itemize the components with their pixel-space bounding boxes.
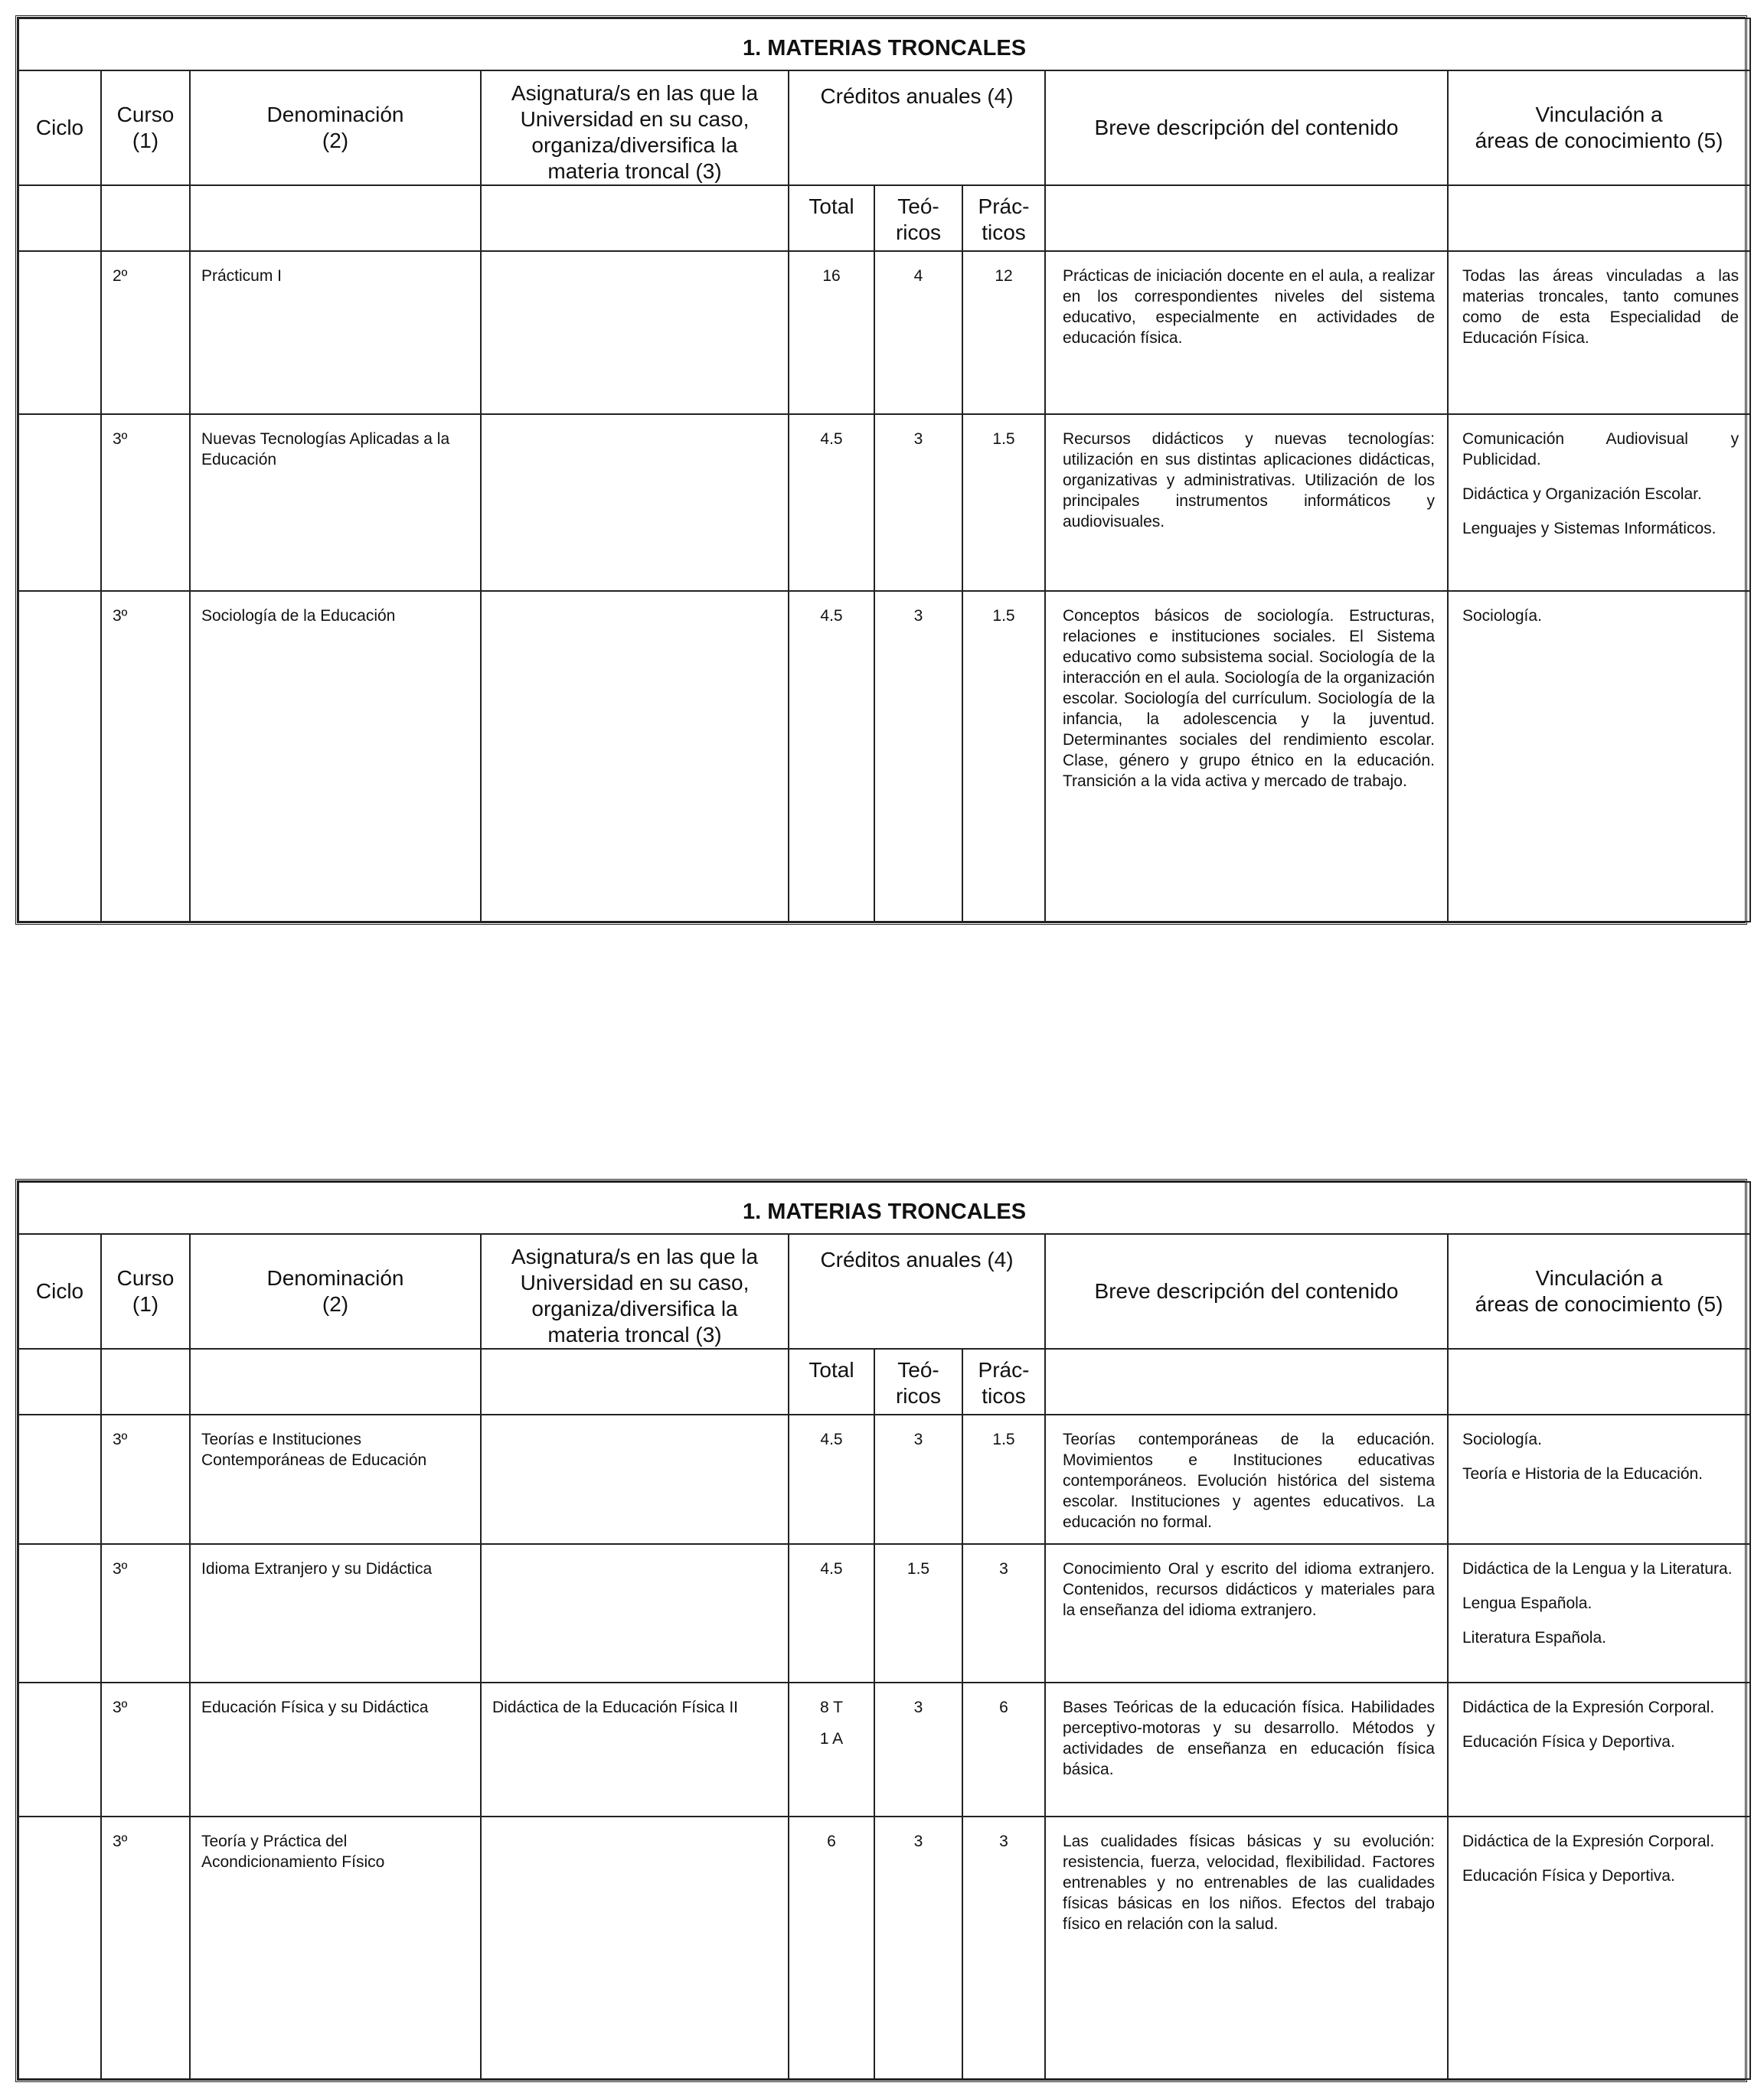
cell-curso: 3º — [101, 1683, 190, 1817]
cell-curso: 3º — [101, 414, 190, 591]
area-item: Didáctica de la Expresión Corporal. — [1462, 1832, 1715, 1850]
area-item: Sociología. — [1462, 1431, 1542, 1448]
cell-total — [789, 1415, 874, 1544]
subheader-empty — [18, 1349, 101, 1415]
subheader-total: Total — [789, 1349, 874, 1415]
cell-descripcion: Conceptos básicos de sociología. Estructuras, relaciones e instituciones sociales. El Sistema educativo como subsistema social. Sociología de la interacción en el aula. Sociología de la organización escolar. Sociología del currículum. Sociología de la infancia, la adolescencia y la juventud. Determinantes sociales del rendimiento escolar. Clase, género y grupo étnico en la educación. Transición a la vida activa y mercado de trabajo. — [1045, 591, 1448, 922]
header-curso: Curso (1) — [101, 1234, 190, 1349]
cell-ciclo — [18, 1544, 101, 1683]
cell-areas — [1448, 1683, 1750, 1817]
area-item: Educación Física y Deportiva. — [1462, 1733, 1675, 1751]
cell-denominacion: Prácticum I — [190, 251, 481, 414]
credit-total-value: 1 A — [819, 1730, 844, 1748]
credit-total-value: 4.5 — [820, 1560, 843, 1578]
area-item: Didáctica de la Lengua y la Literatura. — [1462, 1560, 1733, 1578]
subheader-empty — [1045, 1349, 1448, 1415]
cell-asignatura — [481, 1415, 789, 1544]
cell-ciclo — [18, 1683, 101, 1817]
cell-denominacion: Idioma Extranjero y su Didáctica — [190, 1544, 481, 1683]
cell-asignatura — [481, 251, 789, 414]
table-row — [18, 1817, 1750, 2079]
area-item: Lenguajes y Sistemas Informáticos. — [1462, 519, 1717, 537]
cell-ciclo — [18, 591, 101, 922]
cell-practicos: 6 — [962, 1683, 1045, 1817]
cell-asignatura — [481, 1544, 789, 1683]
cell-total — [789, 1683, 874, 1817]
subheader-empty — [481, 1349, 789, 1415]
cell-areas — [1448, 1415, 1750, 1544]
credit-total-value: 4.5 — [820, 607, 843, 625]
table-row — [18, 251, 1750, 414]
subheader-empty — [101, 185, 190, 251]
header-denominacion: Denominación (2) — [190, 1234, 481, 1349]
credit-total-value: 4.5 — [820, 429, 843, 448]
area-item: Teoría e Historia de la Educación. — [1462, 1465, 1704, 1483]
subheader-practicos: Prác- ticos — [962, 185, 1045, 251]
header-curso: Curso (1) — [101, 70, 190, 185]
header-vinculacion: Vinculación a áreas de conocimiento (5) — [1448, 70, 1750, 185]
cell-curso: 2º — [101, 251, 190, 414]
cell-total — [789, 1817, 874, 2079]
header-asignaturas: Asignatura/s en las que la Universidad en su caso, organiza/diversifica la materia troncal (3) — [481, 70, 789, 185]
credit-total-value: 6 — [827, 1832, 836, 1850]
cell-asignatura — [481, 591, 789, 922]
cell-descripcion: Bases Teóricas de la educación física. Habilidades perceptivo-motoras y su desarrollo. Métodos y actividades de enseñanza en educación física básica. — [1045, 1683, 1448, 1817]
header-ciclo: Ciclo — [18, 70, 101, 185]
cell-practicos: 3 — [962, 1817, 1045, 2079]
materias-table-2 — [15, 1179, 1747, 2082]
area-item: Didáctica de la Expresión Corporal. — [1462, 1699, 1715, 1717]
cell-curso: 3º — [101, 1817, 190, 2079]
header-descripcion: Breve descripción del contenido — [1045, 1234, 1448, 1349]
table-row — [18, 1683, 1750, 1817]
subheader-empty — [1045, 185, 1448, 251]
cell-descripcion: Recursos didácticos y nuevas tecnologías: utilización en sus distintas aplicaciones didácticas, organizativas y administrativas. Utilización de los principales instrumentos informáticos y audiovisuales. — [1045, 414, 1448, 591]
cell-teoricos: 3 — [874, 414, 962, 591]
cell-total — [789, 251, 874, 414]
cell-total — [789, 414, 874, 591]
cell-practicos: 1.5 — [962, 414, 1045, 591]
cell-ciclo — [18, 414, 101, 591]
materias-table-1 — [15, 15, 1747, 925]
cell-practicos: 3 — [962, 1544, 1045, 1683]
subheader-teoricos: Teó- ricos — [874, 185, 962, 251]
cell-total — [789, 591, 874, 922]
header-vinculacion: Vinculación a áreas de conocimiento (5) — [1448, 1234, 1750, 1349]
cell-areas — [1448, 414, 1750, 591]
table-row — [18, 591, 1750, 922]
cell-asignatura: Didáctica de la Educación Física II — [481, 1683, 789, 1817]
cell-denominacion: Educación Física y su Didáctica — [190, 1683, 481, 1817]
subheader-empty — [481, 185, 789, 251]
cell-teoricos: 4 — [874, 251, 962, 414]
materias-table — [18, 1181, 1751, 2080]
header-descripcion: Breve descripción del contenido — [1045, 70, 1448, 185]
table-row — [18, 1544, 1750, 1683]
area-item: Educación Física y Deportiva. — [1462, 1866, 1675, 1885]
subheader-empty — [18, 185, 101, 251]
header-creditos: Créditos anuales (4) — [789, 1234, 1045, 1349]
cell-areas — [1448, 1817, 1750, 2079]
subheader-empty — [1448, 185, 1750, 251]
subheader-empty — [190, 185, 481, 251]
materias-table — [18, 18, 1751, 922]
cell-teoricos: 3 — [874, 591, 962, 922]
table-row — [18, 414, 1750, 591]
cell-denominacion: Teoría y Práctica del Acondicionamiento Físico — [190, 1817, 481, 2079]
table-title: 1. MATERIAS TRONCALES — [18, 1182, 1750, 1234]
cell-areas — [1448, 251, 1750, 414]
credit-total-value: 8 T — [820, 1699, 843, 1717]
subheader-total: Total — [789, 185, 874, 251]
cell-descripcion: Prácticas de iniciación docente en el aula, a realizar en los correspondientes niveles del sistema educativo, especialmente en actividades de educación física. — [1045, 251, 1448, 414]
credit-total-value: 4.5 — [820, 1431, 843, 1448]
cell-total — [789, 1544, 874, 1683]
cell-denominacion: Teorías e Instituciones Contemporáneas de Educación — [190, 1415, 481, 1544]
area-item: Sociología. — [1462, 607, 1542, 625]
cell-descripcion: Teorías contemporáneas de la educación. Movimientos e Instituciones educativas contemporáneos. Evolución histórica del sistema escolar. Instituciones y agentes educativos. La educación no formal. — [1045, 1415, 1448, 1544]
table-row — [18, 1415, 1750, 1544]
subheader-empty — [101, 1349, 190, 1415]
cell-teoricos: 1.5 — [874, 1544, 962, 1683]
area-item: Literatura Española. — [1462, 1629, 1606, 1647]
cell-curso: 3º — [101, 1544, 190, 1683]
header-denominacion: Denominación (2) — [190, 70, 481, 185]
table-title: 1. MATERIAS TRONCALES — [18, 18, 1750, 70]
subheader-practicos: Prác- ticos — [962, 1349, 1045, 1415]
area-item: Lengua Española. — [1462, 1595, 1592, 1613]
cell-practicos: 1.5 — [962, 591, 1045, 922]
cell-curso: 3º — [101, 1415, 190, 1544]
credit-total-value: 16 — [822, 267, 841, 285]
cell-descripcion: Las cualidades físicas básicas y su evolución: resistencia, fuerza, velocidad, flexibilidad. Factores entrenables y no entrenables de las cualidades físicas básicas en los niños. Efectos del trabajo físico en relación con la salud. — [1045, 1817, 1448, 2079]
cell-practicos: 12 — [962, 251, 1045, 414]
cell-asignatura — [481, 414, 789, 591]
cell-curso: 3º — [101, 591, 190, 922]
cell-denominacion: Sociología de la Educación — [190, 591, 481, 922]
area-item: Todas las áreas vinculadas a las materias troncales, tanto comunes como de esta Especialidad de Educación Física. — [1462, 267, 1740, 347]
area-item: Comunicación Audiovisual y Publicidad. — [1462, 429, 1740, 468]
cell-ciclo — [18, 1415, 101, 1544]
cell-asignatura — [481, 1817, 789, 2079]
cell-teoricos: 3 — [874, 1415, 962, 1544]
header-creditos: Créditos anuales (4) — [789, 70, 1045, 185]
subheader-empty — [1448, 1349, 1750, 1415]
cell-descripcion: Conocimiento Oral y escrito del idioma extranjero. Contenidos, recursos didácticos y materiales para la enseñanza del idioma extranjero. — [1045, 1544, 1448, 1683]
header-asignaturas: Asignatura/s en las que la Universidad en su caso, organiza/diversifica la materia troncal (3) — [481, 1234, 789, 1349]
cell-ciclo — [18, 1817, 101, 2079]
cell-ciclo — [18, 251, 101, 414]
subheader-teoricos: Teó- ricos — [874, 1349, 962, 1415]
cell-areas — [1448, 1544, 1750, 1683]
subheader-empty — [190, 1349, 481, 1415]
cell-practicos: 1.5 — [962, 1415, 1045, 1544]
cell-teoricos: 3 — [874, 1683, 962, 1817]
cell-teoricos: 3 — [874, 1817, 962, 2079]
cell-areas — [1448, 591, 1750, 922]
area-item: Didáctica y Organización Escolar. — [1462, 485, 1702, 503]
cell-denominacion: Nuevas Tecnologías Aplicadas a la Educación — [190, 414, 481, 591]
header-ciclo: Ciclo — [18, 1234, 101, 1349]
